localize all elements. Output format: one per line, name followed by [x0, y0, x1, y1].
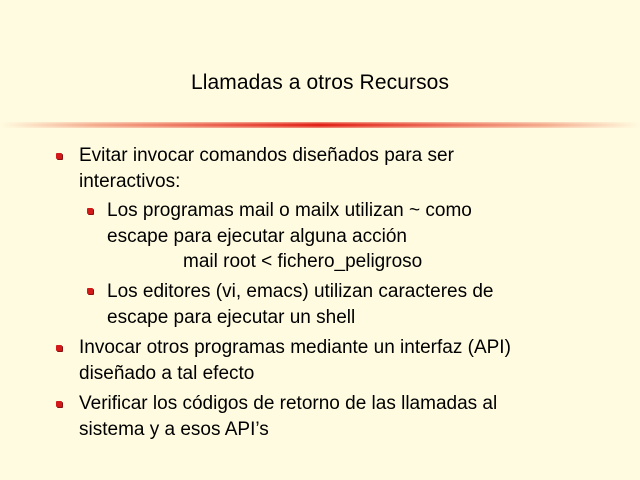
sub-bullet-icon [87, 288, 93, 294]
slide-title: Llamadas a otros Recursos [190, 71, 450, 94]
title-divider [0, 122, 640, 128]
bullet-text-line: sistema y a esos API’s [79, 419, 269, 440]
sub-bullet-text-line: Los programas mail o mailx utilizan ~ como [107, 200, 472, 221]
bullet-text-line: Invocar otros programas mediante un interfaz (API) [79, 337, 511, 358]
code-example-line: mail root < fichero_peligroso [183, 251, 423, 272]
sub-bullet-text-line: escape para ejecutar un shell [107, 307, 356, 328]
bullet-text-line: Evitar invocar comandos diseñados para ser [79, 145, 454, 166]
sub-bullet-text-line: escape para ejecutar alguna acción [107, 226, 407, 247]
sub-bullet-text-line: Los editores (vi, emacs) utilizan caracteres de [107, 281, 494, 302]
bullet-text-line: diseñado a tal efecto [79, 363, 255, 384]
bullet-icon [56, 153, 62, 159]
sub-bullet-icon [87, 208, 93, 214]
bullet-text-line: interactivos: [79, 171, 181, 192]
bullet-icon [56, 345, 62, 351]
bullet-text-line: Verificar los códigos de retorno de las llamadas al [79, 393, 498, 414]
bullet-icon [56, 401, 62, 407]
